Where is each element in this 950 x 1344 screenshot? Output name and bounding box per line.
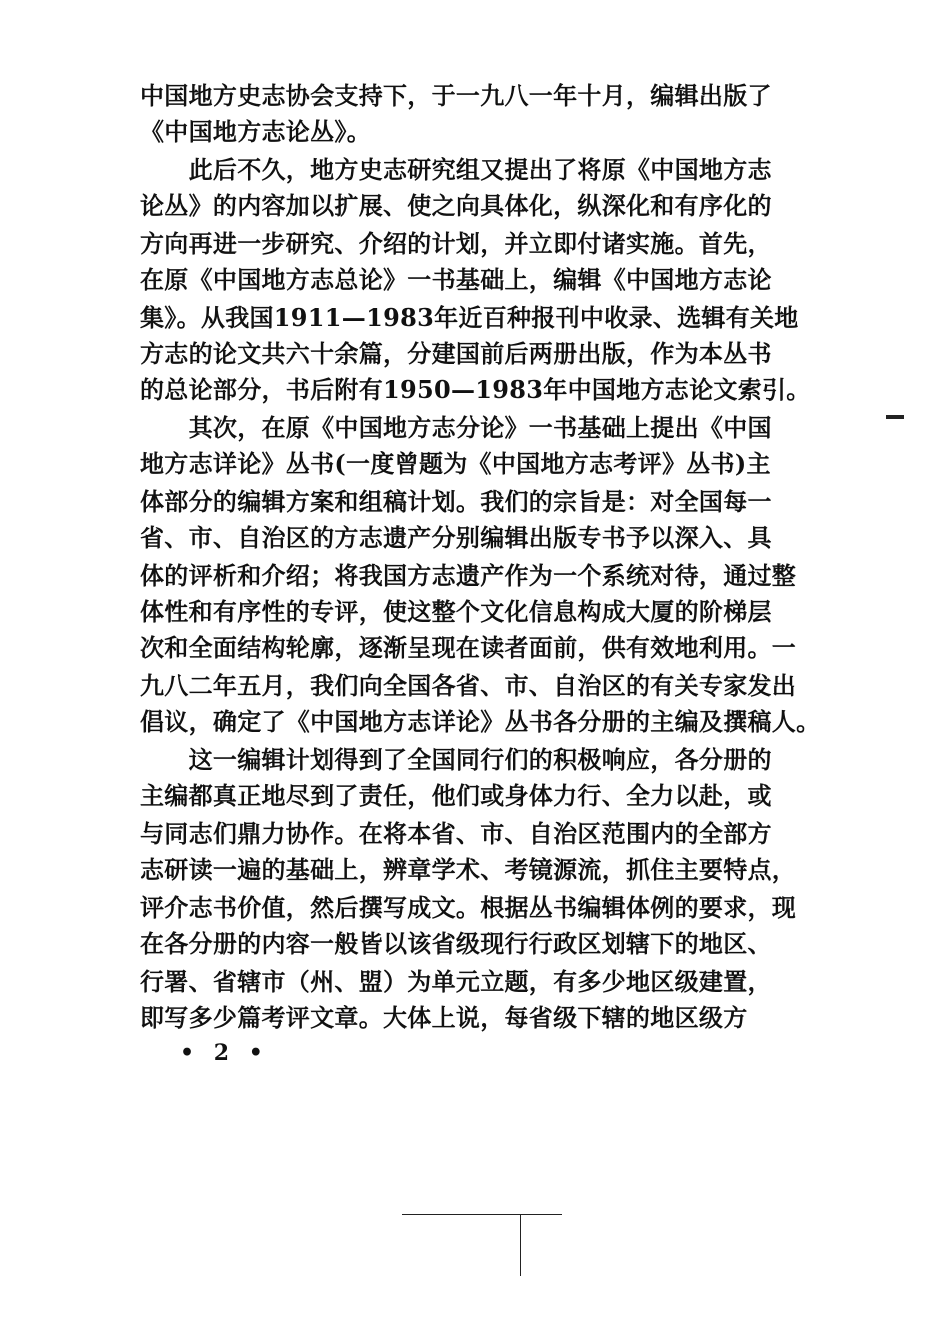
text-line-17: 九八二年五月，我们向全国各省、市、自治区的有关专家发出	[140, 671, 797, 700]
text-line-26: 即写多少篇考评文章。大体上说，每省级下辖的地区级方	[140, 1003, 748, 1032]
scan-mark	[886, 415, 904, 419]
text-line-6: 在原《中国地方志总论》一书基础上，编辑《中国地方志论	[140, 265, 772, 294]
text-line-15: 体性和有序性的专评，使这整个文化信息构成大厦的阶梯层	[140, 597, 772, 626]
text-line-23: 评介志书价值，然后撰写成文。根据丛书编辑体例的要求，现	[140, 893, 797, 922]
scan-vertical-line	[520, 1214, 521, 1276]
text-line-18: 倡议，确定了《中国地方志详论》丛书各分册的主编及撰稿人。	[140, 707, 820, 736]
text-line-9: 的总论部分，书后附有1950—1983年中国地方志论文索引。	[140, 375, 811, 404]
text-line-24: 在各分册的内容一般皆以该省级现行行政区划辖下的地区、	[140, 929, 772, 958]
text-line-11: 地方志详论》丛书(一度曾题为《中国地方志考评》丛书)主	[140, 449, 771, 478]
text-line-5: 方向再进一步研究、介绍的计划，并立即付诸实施。首先，	[140, 229, 772, 258]
text-line-8: 方志的论文共六十余篇，分建国前后两册出版，作为本丛书	[140, 339, 772, 368]
text-line-25: 行署、省辖市（州、盟）为单元立题，有多少地区级建置，	[140, 967, 772, 996]
page-number: • 2 •	[180, 1040, 269, 1066]
text-line-4: 论丛》的内容加以扩展、使之向具体化，纵深化和有序化的	[140, 191, 772, 220]
text-line-21: 与同志们鼎力协作。在将本省、市、自治区范围内的全部方	[140, 819, 772, 848]
text-line-1: 中国地方史志协会支持下，于一九八一年十月，编辑出版了	[140, 81, 772, 110]
text-line-2: 《中国地方志论丛》。	[140, 117, 371, 146]
text-line-22: 志研读一遍的基础上，辨章学术、考镜源流，抓住主要特点，	[140, 855, 797, 884]
scan-rule-line	[402, 1214, 562, 1215]
text-line-20: 主编都真正地尽到了责任，他们或身体力行、全力以赴，或	[140, 781, 772, 810]
text-line-3: 此后不久，地方史志研究组又提出了将原《中国地方志	[140, 155, 772, 184]
text-line-13: 省、市、自治区的方志遗产分别编辑出版专书予以深入、具	[140, 523, 772, 552]
text-line-10: 其次，在原《中国地方志分论》一书基础上提出《中国	[140, 413, 772, 442]
text-line-14: 体的评析和介绍；将我国方志遗产作为一个系统对待，通过整	[140, 561, 797, 590]
text-line-16: 次和全面结构轮廓，逐渐呈现在读者面前，供有效地利用。一	[140, 633, 797, 662]
text-line-12: 体部分的编辑方案和组稿计划。我们的宗旨是：对全国每一	[140, 487, 772, 516]
text-line-7: 集》。从我国1911—1983年近百种报刊中收录、选辑有关地	[140, 303, 799, 332]
text-line-19: 这一编辑计划得到了全国同行们的积极响应，各分册的	[140, 745, 772, 774]
